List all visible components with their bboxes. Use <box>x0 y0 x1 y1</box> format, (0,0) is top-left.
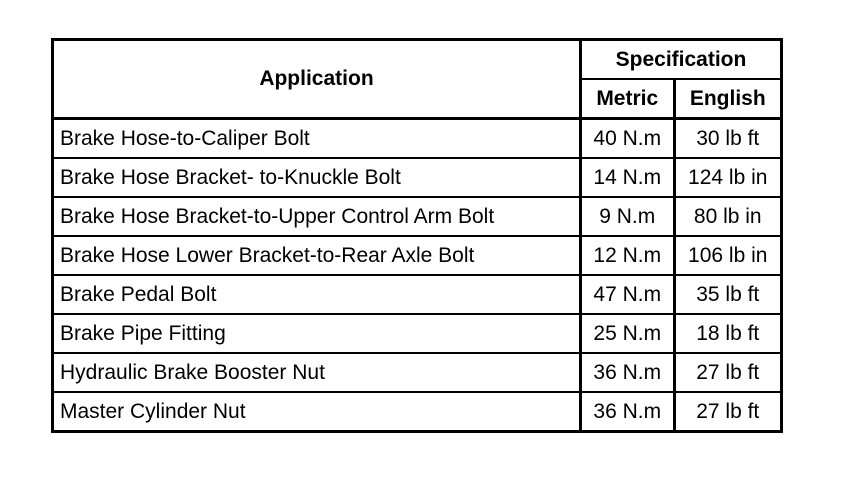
application-cell: Brake Pedal Bolt <box>53 275 581 314</box>
application-cell: Brake Hose Bracket- to-Knuckle Bolt <box>53 158 581 197</box>
table-row <box>53 392 782 432</box>
specification-header: Specification <box>580 40 781 80</box>
table-row <box>53 353 782 392</box>
table-row <box>53 275 782 314</box>
metric-cell: 40 N.m <box>580 119 674 159</box>
metric-cell: 47 N.m <box>580 275 674 314</box>
application-cell: Brake Hose Lower Bracket-to-Rear Axle Bolt <box>53 236 581 275</box>
application-cell: Brake Pipe Fitting <box>53 314 581 353</box>
metric-cell: 9 N.m <box>580 197 674 236</box>
table-row <box>53 314 782 353</box>
metric-cell: 36 N.m <box>580 392 674 432</box>
table-row <box>53 197 782 236</box>
english-cell: 18 lb ft <box>674 314 782 353</box>
table-row <box>53 158 782 197</box>
application-cell: Brake Hose-to-Caliper Bolt <box>53 119 581 159</box>
header-row-top <box>53 40 782 80</box>
english-cell: 30 lb ft <box>674 119 782 159</box>
application-cell: Hydraulic Brake Booster Nut <box>53 353 581 392</box>
english-header: English <box>674 79 782 119</box>
application-cell: Master Cylinder Nut <box>53 392 581 432</box>
english-cell: 27 lb ft <box>674 353 782 392</box>
table-row <box>53 119 782 159</box>
metric-cell: 36 N.m <box>580 353 674 392</box>
metric-cell: 25 N.m <box>580 314 674 353</box>
metric-cell: 14 N.m <box>580 158 674 197</box>
metric-cell: 12 N.m <box>580 236 674 275</box>
application-header: Application <box>53 40 581 119</box>
english-cell: 106 lb in <box>674 236 782 275</box>
english-cell: 124 lb in <box>674 158 782 197</box>
english-cell: 35 lb ft <box>674 275 782 314</box>
application-cell: Brake Hose Bracket-to-Upper Control Arm Bolt <box>53 197 581 236</box>
english-cell: 27 lb ft <box>674 392 782 432</box>
english-cell: 80 lb in <box>674 197 782 236</box>
specification-table <box>51 38 783 433</box>
metric-header: Metric <box>580 79 674 119</box>
table-row <box>53 236 782 275</box>
